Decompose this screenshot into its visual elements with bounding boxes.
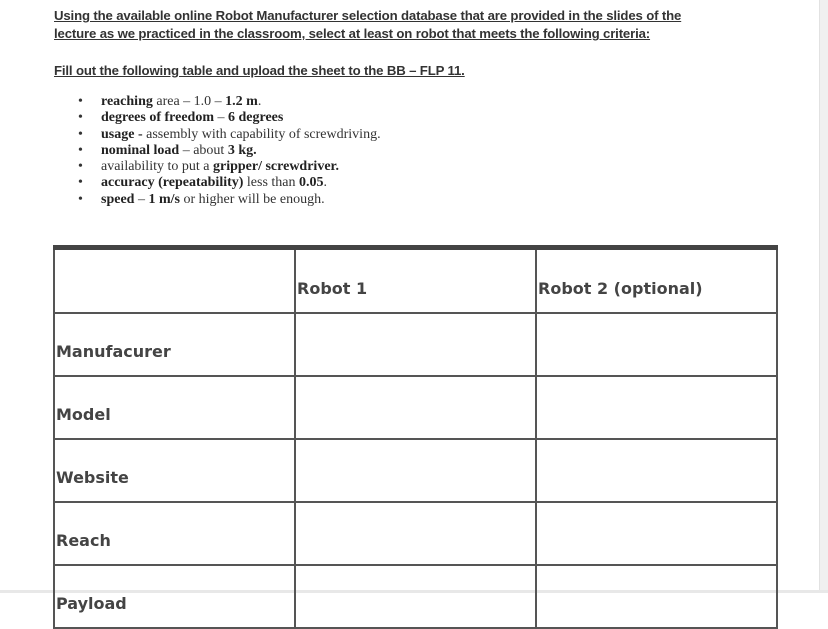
table-row [54, 313, 777, 376]
cell-robot2-reach[interactable] [536, 502, 777, 565]
criteria-list [78, 94, 381, 208]
criteria-bold1: degrees of freedom [101, 110, 214, 126]
criteria-text2: or higher will be enough. [179, 191, 325, 207]
criteria-item [78, 110, 381, 126]
criteria-text1: – about [179, 142, 228, 158]
cell-robot1-reach[interactable] [295, 502, 536, 565]
cell-robot2-payload[interactable] [536, 565, 777, 628]
row-label-payload: Payload [54, 565, 295, 628]
cell-robot1-payload[interactable] [295, 565, 536, 628]
criteria-text1: area – 1.0 – [152, 94, 226, 109]
criteria-bold1: usage - [101, 126, 147, 142]
criteria-item [78, 143, 381, 159]
row-label-manufacturer: Manufacurer [54, 313, 295, 376]
instruction-line-2: lecture as we practiced in the classroom, select at least on robot that meets the following criteria: [54, 26, 651, 41]
header-robot-2: Robot 2 (optional) [536, 248, 777, 314]
table-row [54, 565, 777, 628]
criteria-bold1: accuracy (repeatability) [101, 175, 244, 191]
criteria-bold1: reaching [101, 94, 153, 109]
criteria-text1: less than [243, 175, 300, 191]
table-header-row [54, 248, 777, 314]
criteria-bold2: 0.05 [299, 175, 324, 191]
criteria-text1: assembly with capability of screwdriving. [146, 126, 381, 142]
criteria-bold2: 6 degrees [228, 110, 284, 126]
cell-robot1-model[interactable] [295, 376, 536, 439]
criteria-text1: availability to put a [101, 159, 213, 175]
instruction-line-1: Using the available online Robot Manufacturer selection database that are provided in the slides of the [54, 8, 682, 23]
row-label-website: Website [54, 439, 295, 502]
criteria-bold1: speed [101, 191, 135, 207]
cell-robot2-website[interactable] [536, 439, 777, 502]
cell-robot2-model[interactable] [536, 376, 777, 439]
criteria-item [78, 127, 381, 143]
table-row [54, 502, 777, 565]
criteria-text1: – [134, 191, 149, 207]
robot-table [53, 245, 778, 629]
cell-robot1-manufacturer[interactable] [295, 313, 536, 376]
page-edge [819, 0, 828, 593]
criteria-item [78, 159, 381, 175]
criteria-item [78, 94, 381, 110]
criteria-bold2: 1 m/s [148, 191, 180, 207]
instruction-line-3: Fill out the following table and upload the sheet to the BB – FLP 11. [54, 63, 465, 78]
criteria-text2: . [323, 175, 328, 191]
criteria-bold2: 1.2 m [225, 94, 258, 109]
criteria-item [78, 192, 381, 208]
row-label-reach: Reach [54, 502, 295, 565]
table-row [54, 439, 777, 502]
criteria-text2: . [257, 94, 262, 109]
header-robot-1: Robot 1 [295, 248, 536, 314]
criteria-bold2: 3 kg. [227, 142, 257, 158]
criteria-text1: – [214, 110, 228, 126]
row-label-model: Model [54, 376, 295, 439]
criteria-item [78, 175, 381, 191]
header-cell-empty [54, 248, 295, 314]
cell-robot2-manufacturer[interactable] [536, 313, 777, 376]
criteria-bold2: gripper/ screwdriver. [212, 159, 339, 175]
cell-robot1-website[interactable] [295, 439, 536, 502]
table-row [54, 376, 777, 439]
criteria-bold1: nominal load [101, 142, 180, 158]
